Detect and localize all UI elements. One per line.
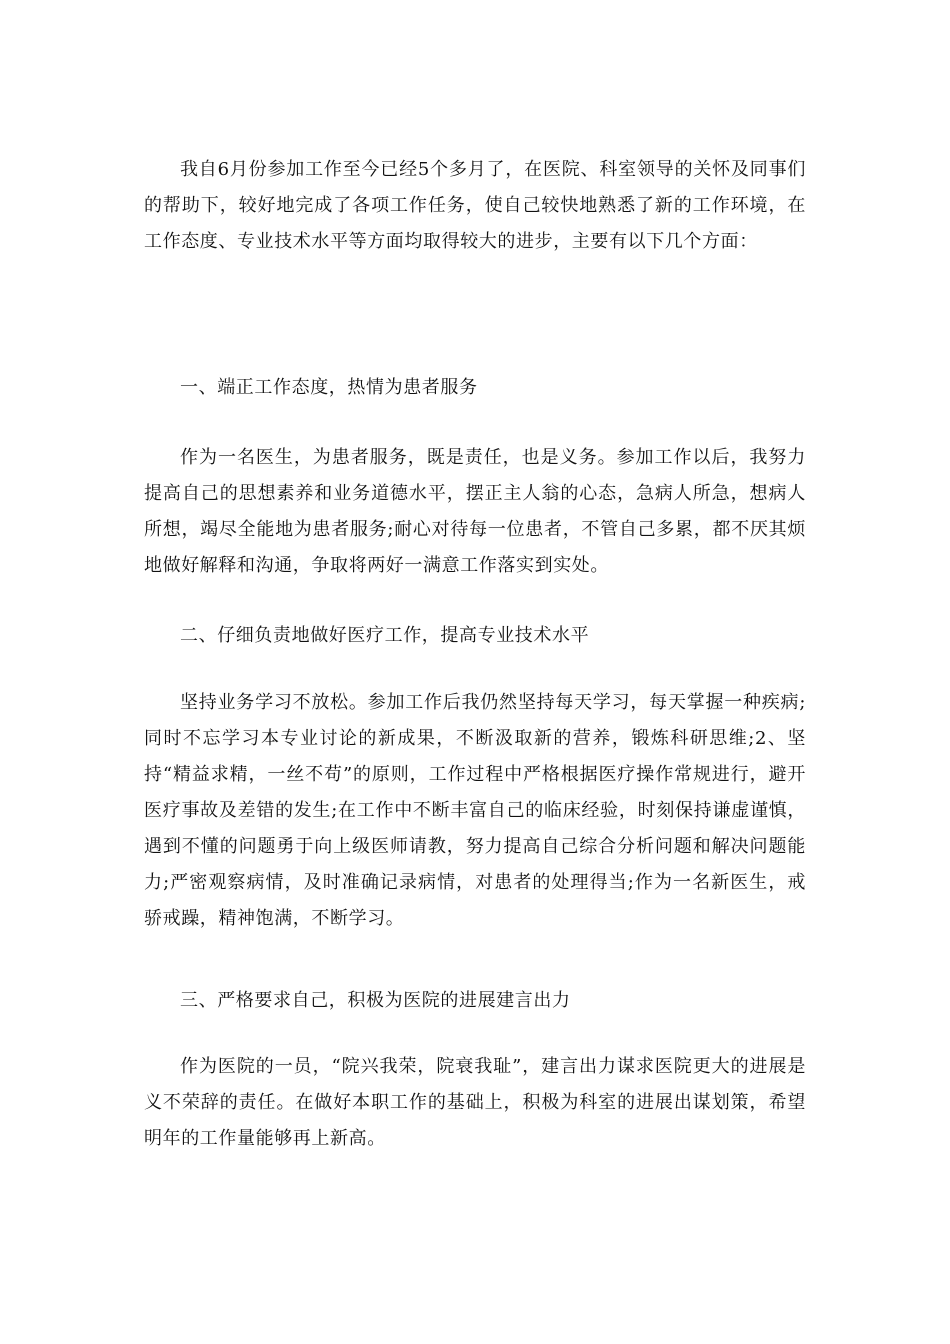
section-3-heading: 三、严格要求自己，积极为医院的进展建言出力 — [180, 990, 571, 1011]
intro-paragraph: 我自6月份参加工作至今已经5个多月了，在医院、科室领导的关怀及同事们的帮助下，较好地完成了各项工作任务，使自己较快地熟悉了新的工作环境，在工作态度、专业技术水平等方面均取得较大的进步，主要有以下几个方面： — [144, 159, 806, 252]
section-1-body: 作为一名医生，为患者服务，既是责任，也是义务。参加工作以后，我努力提高自己的思想素养和业务道德水平，摆正主人翁的心态，急病人所急，想病人所想，竭尽全能地为患者服务;耐心对待每一位患者，不管自己多累，都不厌其烦地做好解释和沟通，争取将两好一满意工作落实到实处。 — [144, 447, 806, 576]
section-2-heading: 二、仔细负责地做好医疗工作，提高专业技术水平 — [180, 625, 590, 646]
section-3-body: 作为医院的一员，“院兴我荣，院衰我耻”，建言出力谋求医院更大的进展是义不荣辞的责任。在做好本职工作的基础上，积极为科室的进展出谋划策，希望明年的工作量能够再上新高。 — [144, 1056, 806, 1149]
section-2-body: 坚持业务学习不放松。参加工作后我仍然坚持每天学习，每天掌握一种疾病;同时不忘学习本专业讨论的新成果，不断汲取新的营养，锻炼科研思维;2、坚持“精益求精，一丝不苟”的原则，工作过程中严格根据医疗操作常规进行，避开医疗事故及差错的发生;在工作中不断丰富自己的临床经验，时刻保持谦虚谨慎，遇到不懂的问题勇于向上级医师请教，努力提高自己综合分析问题和解决问题能力;严密观察病情，及时准确记录病情，对患者的处理得当;作为一名新医生，戒骄戒躁，精神饱满，不断学习。 — [144, 692, 806, 929]
section-1-heading: 一、端正工作态度，热情为患者服务 — [180, 377, 478, 398]
